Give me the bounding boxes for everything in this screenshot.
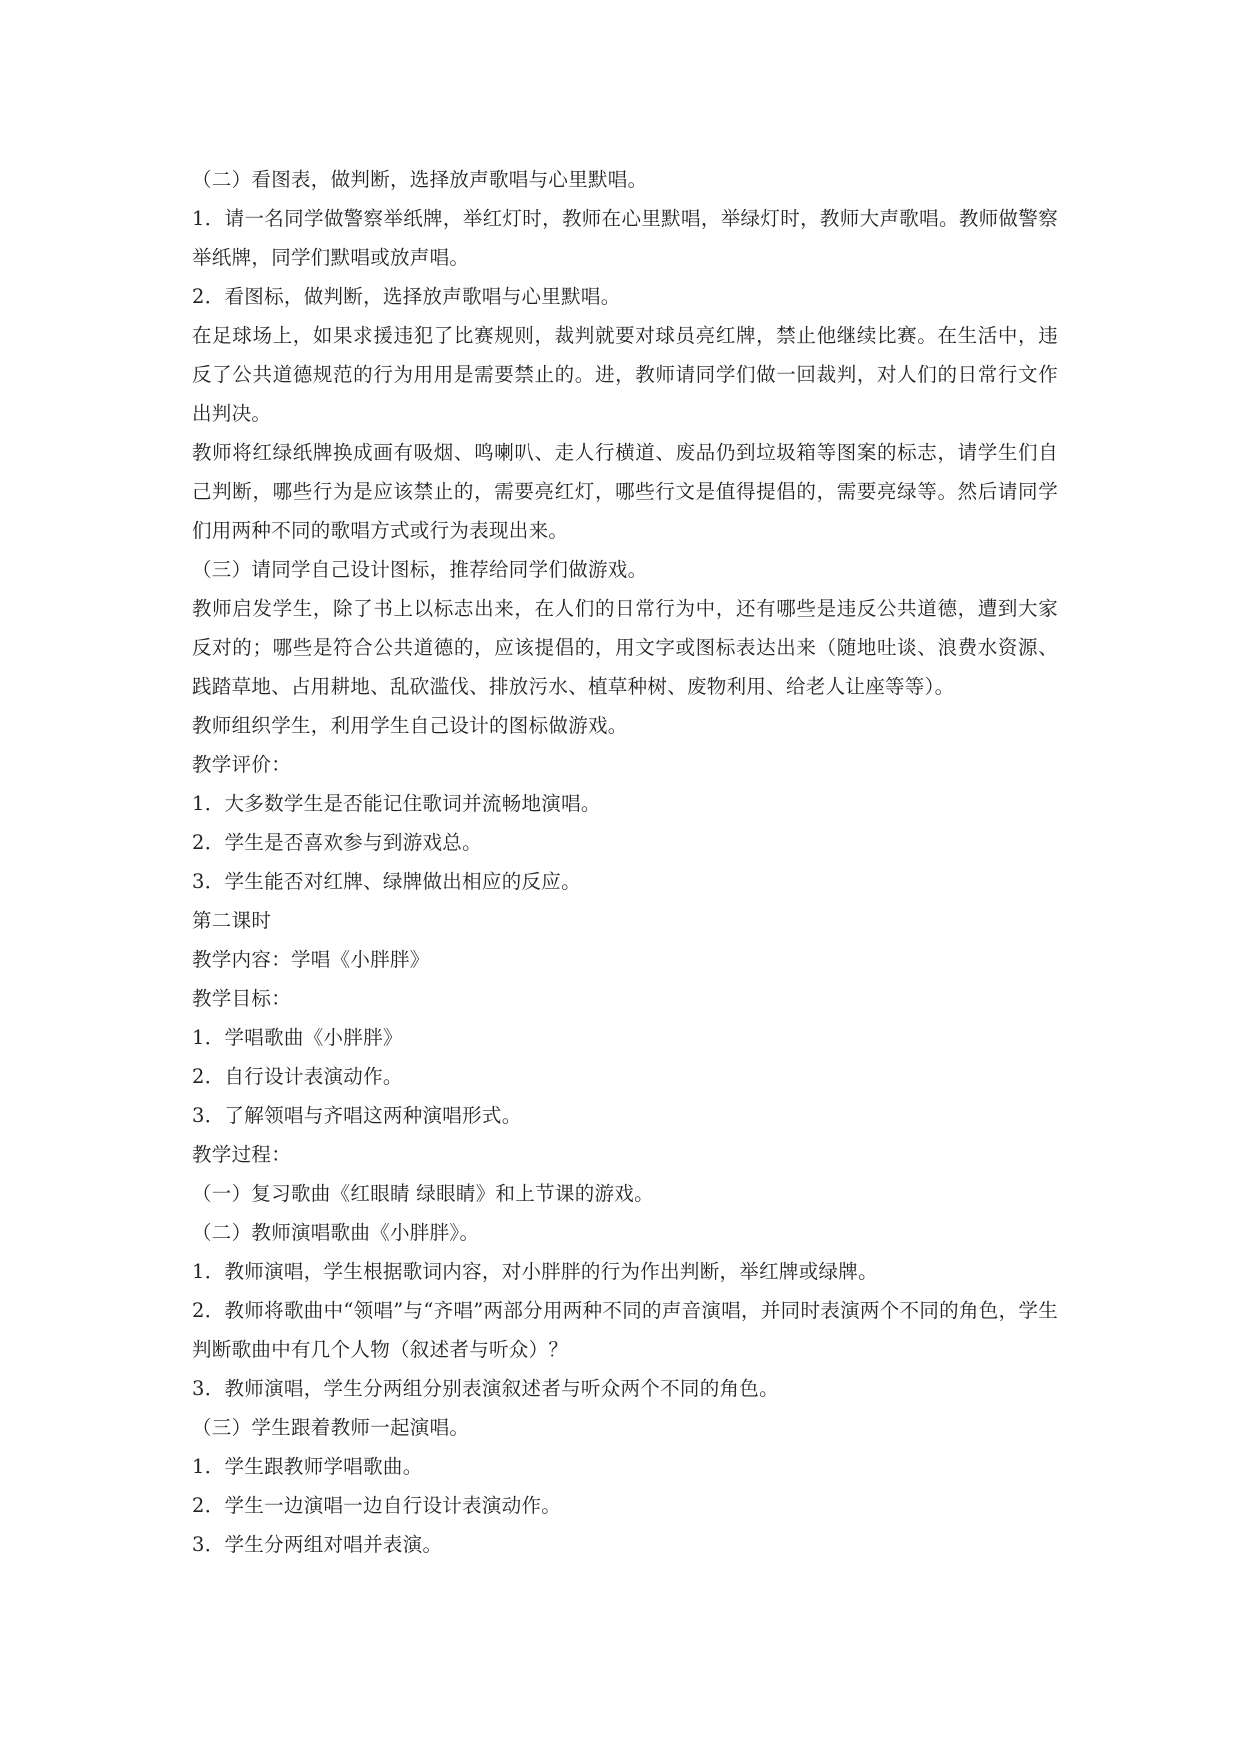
list-item: 1．请一名同学做警察举纸牌，举红灯时，教师在心里默唱，举绿灯时，教师大声歌唱。教师做警察举纸牌，同学们默唱或放声唱。 — [192, 207, 1058, 269]
body-paragraph: 教师组织学生，利用学生自己设计的图标做游戏。 — [192, 714, 628, 737]
body-paragraph: 在足球场上，如果求援违犯了比赛规则，裁判就要对球员亮红牌，禁止他继续比赛。在生活中，违反了公共道德规范的行为用用是需要禁止的。进，教师请同学们做一回裁判，对人们的日常行文作出判决。 — [192, 324, 1058, 425]
list-item: 3．了解领唱与齐唱这两种演唱形式。 — [192, 1104, 522, 1127]
list-item: 3．学生能否对红牌、绿牌做出相应的反应。 — [192, 870, 581, 893]
list-item: 2．自行设计表演动作。 — [192, 1065, 403, 1088]
body-paragraph: 教师将红绿纸牌换成画有吸烟、鸣喇叭、走人行横道、废品仍到垃圾箱等图案的标志，请学生们自己判断，哪些行为是应该禁止的，需要亮红灯，哪些行文是值得提倡的，需要亮绿等。然后请同学们用两种不同的歌唱方式或行为表现出来。 — [192, 441, 1058, 542]
heading-teaching-content: 教学内容：学唱《小胖胖》 — [192, 948, 430, 971]
list-item: 2．学生一边演唱一边自行设计表演动作。 — [192, 1494, 562, 1517]
section-heading-design-icons: （三）请同学自己设计图标，推荐给同学们做游戏。 — [192, 558, 648, 581]
list-item: 3．教师演唱，学生分两组分别表演叙述者与听众两个不同的角色。 — [192, 1377, 779, 1400]
section-heading-teacher-sings: （二）教师演唱歌曲《小胖胖》。 — [192, 1221, 480, 1244]
section-heading-look-chart: （二）看图表，做判断，选择放声歌唱与心里默唱。 — [192, 168, 648, 191]
section-heading-review: （一）复习歌曲《红眼睛 绿眼睛》和上节课的游戏。 — [192, 1182, 654, 1205]
body-paragraph: 教师启发学生，除了书上以标志出来，在人们的日常行为中，还有哪些是违反公共道德，遭到大家反对的；哪些是符合公共道德的，应该提倡的，用文字或图标表达出来（随地吐谈、浪费水资源、践踏草地、占用耕地、乱砍滥伐、排放污水、植草种树、废物利用、给老人让座等等）。 — [192, 597, 1058, 698]
heading-teaching-goals: 教学目标： — [192, 987, 292, 1010]
list-item: 3．学生分两组对唱并表演。 — [192, 1533, 443, 1556]
heading-teaching-process: 教学过程： — [192, 1143, 292, 1166]
list-item: 2．教师将歌曲中“领唱”与“齐唱”两部分用两种不同的声音演唱，并同时表演两个不同的角色，学生判断歌曲中有几个人物（叙述者与听众）？ — [192, 1299, 1058, 1361]
list-item: 2．学生是否喜欢参与到游戏总。 — [192, 831, 482, 854]
section-heading-sing-together: （三）学生跟着教师一起演唱。 — [192, 1416, 470, 1439]
heading-second-lesson: 第二课时 — [192, 909, 272, 932]
document-body — [192, 160, 1058, 1564]
list-item: 1．学唱歌曲《小胖胖》 — [192, 1026, 403, 1049]
list-item: 1．教师演唱，学生根据歌词内容，对小胖胖的行为作出判断，举红牌或绿牌。 — [192, 1260, 878, 1283]
list-item: 2．看图标，做判断，选择放声歌唱与心里默唱。 — [192, 285, 621, 308]
list-item: 1．大多数学生是否能记住歌词并流畅地演唱。 — [192, 792, 601, 815]
heading-evaluation: 教学评价： — [192, 753, 292, 776]
list-item: 1．学生跟教师学唱歌曲。 — [192, 1455, 423, 1478]
